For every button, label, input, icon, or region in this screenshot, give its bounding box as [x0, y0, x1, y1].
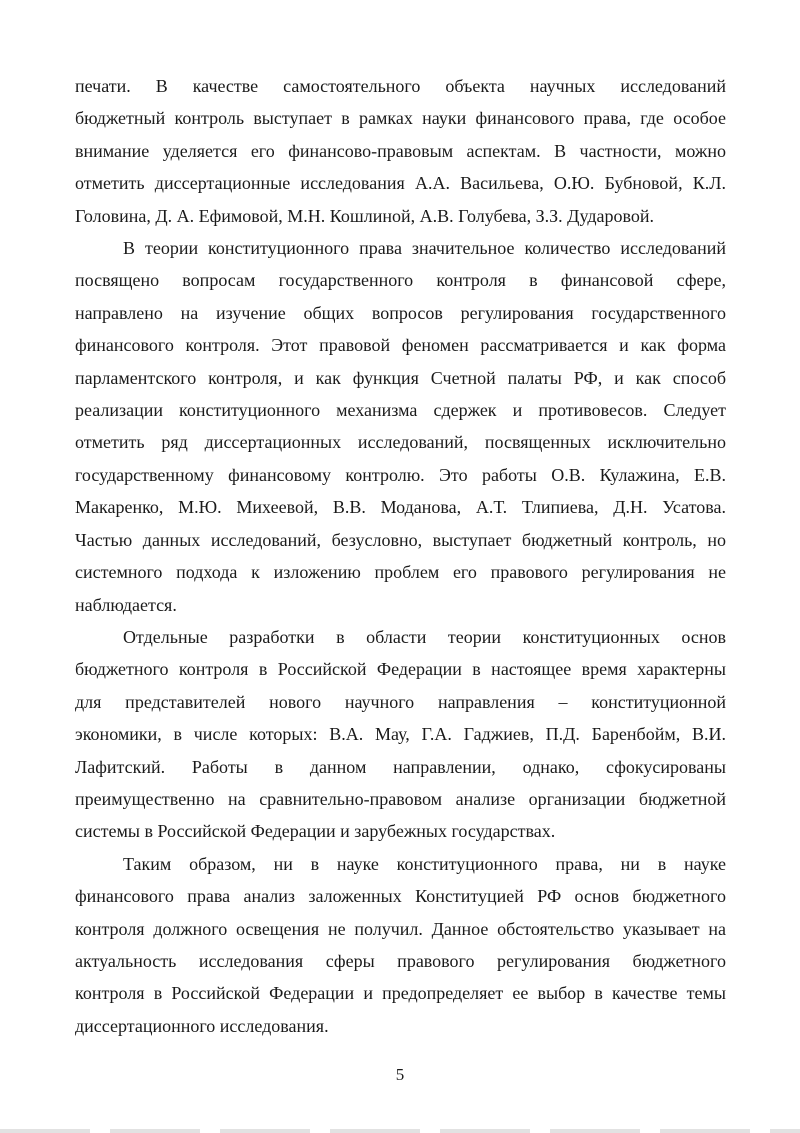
- text-line: контроля в Российской Федерации и предопределяет ее выбор в качестве темы: [75, 983, 726, 1004]
- text-line: посвящено вопросам государственного контроля в финансовой сфере,: [75, 270, 726, 291]
- text-line: финансового контроля. Этот правовой феномен рассматривается и как форма: [75, 335, 726, 356]
- text-line: контроля должного освещения не получил. Данное обстоятельство указывает на: [75, 918, 726, 939]
- text-line: наблюдается.: [75, 594, 177, 615]
- text-line: системного подхода к изложению проблем его правового регулирования не: [75, 562, 726, 583]
- paragraph-3: [75, 621, 726, 848]
- text-line: экономики, в числе которых: В.А. Мау, Г.А. Гаджиев, П.Д. Баренбойм, В.И.: [75, 724, 726, 745]
- text-line: Макаренко, М.Ю. Михеевой, В.В. Моданова, А.Т. Тлипиева, Д.Н. Усатова.: [75, 497, 726, 518]
- text-line: Головина, Д. А. Ефимовой, М.Н. Кошлиной, А.В. Голубева, З.З. Дударовой.: [75, 205, 654, 226]
- text-line: отметить ряд диссертационных исследований, посвященных исключительно: [75, 432, 726, 453]
- text-line: направлено на изучение общих вопросов регулирования государственного: [75, 302, 726, 323]
- text-line: финансового права анализ заложенных Конституцией РФ основ бюджетного: [75, 886, 726, 907]
- text-line: Частью данных исследований, безусловно, выступает бюджетный контроль, но: [75, 529, 726, 550]
- text-line: парламентского контроля, и как функция Счетной палаты РФ, и как способ: [75, 367, 726, 388]
- text-line: Таким образом, ни в науке конституционного права, ни в науке: [123, 853, 726, 874]
- paragraph-4: [75, 848, 726, 1042]
- text-line: отметить диссертационные исследования А.А. Васильева, О.Ю. Бубновой, К.Л.: [75, 173, 726, 194]
- scan-edge-artifact: [0, 1129, 800, 1133]
- text-line: государственному финансовому контролю. Это работы О.В. Кулажина, Е.В.: [75, 464, 726, 485]
- text-line: печати. В качестве самостоятельного объекта научных исследований: [75, 76, 726, 96]
- paragraph-1: [75, 70, 726, 232]
- text-line: Отдельные разработки в области теории конституционных основ: [123, 626, 726, 647]
- text-line: для представителей нового научного направления – конституционной: [75, 691, 726, 712]
- text-line: бюджетный контроль выступает в рамках науки финансового права, где особое: [75, 108, 726, 129]
- text-line: В теории конституционного права значительное количество исследований: [123, 238, 726, 259]
- text-line: бюджетного контроля в Российской Федерации в настоящее время характерны: [75, 659, 726, 680]
- text-line: внимание уделяется его финансово-правовым аспектам. В частности, можно: [75, 140, 726, 161]
- text-line: актуальность исследования сферы правового регулирования бюджетного: [75, 950, 726, 971]
- document-page: [75, 70, 726, 1042]
- text-line: преимущественно на сравнительно-правовом анализе организации бюджетной: [75, 788, 726, 809]
- text-line: реализации конституционного механизма сдержек и противовесов. Следует: [75, 400, 726, 421]
- page-number: 5: [395, 1065, 405, 1084]
- text-line: Лафитский. Работы в данном направлении, однако, сфокусированы: [75, 756, 726, 777]
- paragraph-2: [75, 232, 726, 621]
- text-line: диссертационного исследования.: [75, 1015, 329, 1036]
- text-line: системы в Российской Федерации и зарубежных государствах.: [75, 821, 556, 842]
